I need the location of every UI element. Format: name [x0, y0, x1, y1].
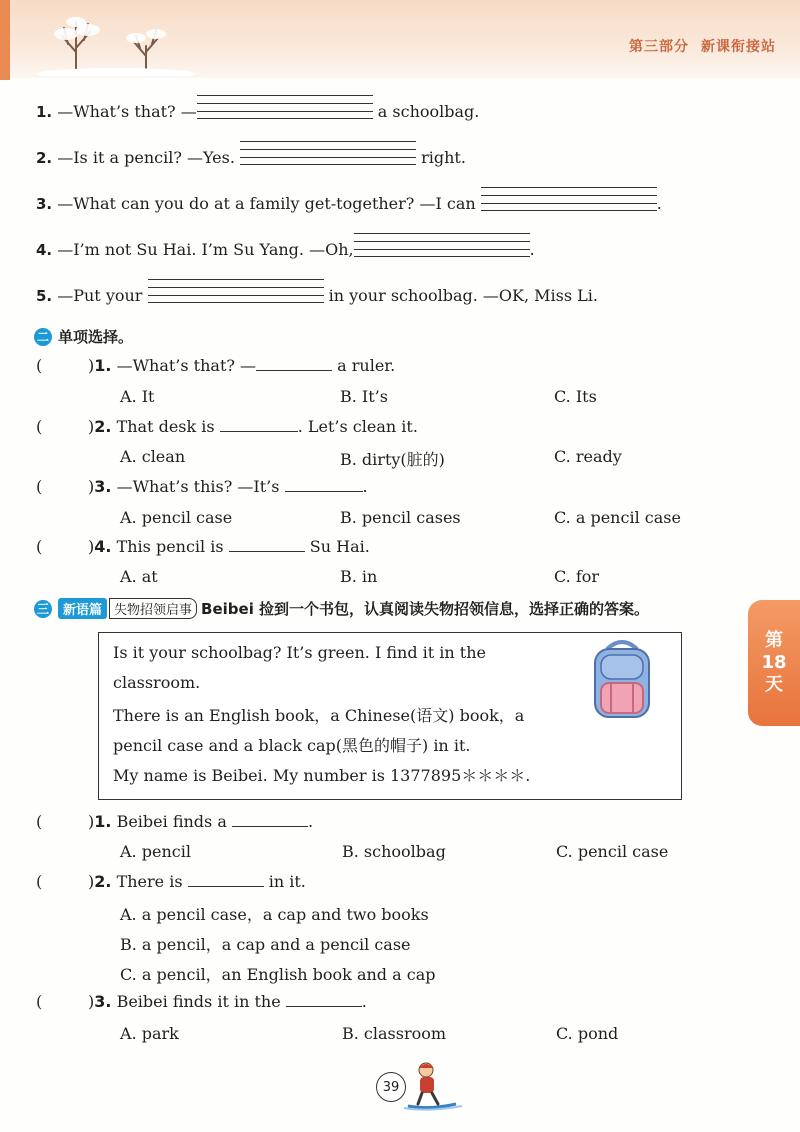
section-label: 新课衔接站 [701, 39, 776, 55]
question-text: . [307, 812, 314, 831]
question-text: This pencil is [116, 537, 229, 556]
question-text: a ruler. [332, 356, 396, 375]
option-b[interactable]: B. pencil cases [340, 508, 461, 527]
option-b[interactable]: B. schoolbag [342, 842, 446, 861]
question-text: a schoolbag. [372, 102, 480, 121]
question-number: 1. [94, 356, 112, 375]
four-line-answer-blank[interactable] [481, 195, 657, 215]
part-label: 第三部分 [629, 39, 689, 55]
answer-bracket[interactable]: ( [36, 477, 43, 496]
reading-question-1: ( )1. Beibei finds a . [36, 812, 314, 831]
option-a[interactable]: A. park [120, 1024, 179, 1043]
header-edge-strip [0, 0, 10, 80]
option-a[interactable]: A. a pencil case，a cap and two books [120, 905, 429, 924]
question-text: —Put your [57, 286, 148, 305]
option-c[interactable]: C. ready [554, 447, 622, 466]
option-c[interactable]: C. pond [556, 1024, 619, 1043]
lost-and-found-tag: 失物招领启事 [109, 598, 197, 619]
option-a[interactable]: A. at [120, 567, 158, 586]
section-title-text: 单项选择。 [58, 328, 134, 346]
option-b[interactable]: B. It’s [340, 387, 388, 406]
question-number: 2. [94, 417, 112, 436]
question-text: —I’m not Su Hai. I’m Su Yang. —Oh, [57, 240, 354, 259]
four-line-answer-blank[interactable] [148, 287, 324, 307]
side-tab-day-number: 18 [761, 652, 787, 673]
option-a[interactable]: A. It [120, 387, 155, 406]
header-part-title [629, 36, 776, 56]
question-number: 3. [94, 992, 112, 1011]
four-line-answer-blank[interactable] [354, 241, 530, 261]
question-text: That desk is [116, 417, 220, 436]
answer-bracket[interactable]: ( [36, 872, 43, 891]
option-c[interactable]: C. Its [554, 387, 597, 406]
answer-blank[interactable] [220, 418, 298, 432]
answer-bracket[interactable]: ( [36, 356, 43, 375]
question-text: Beibei finds it in the [116, 992, 286, 1011]
reading-question-2: ( )2. There is in it. [36, 872, 306, 891]
answer-blank[interactable] [286, 993, 362, 1007]
question-text: in it. [263, 872, 306, 891]
question-text: —What can you do at a family get-together? —I can [57, 194, 481, 213]
question-number: 2. [36, 149, 53, 167]
question-text: . [529, 240, 535, 259]
question-text: . [656, 194, 662, 213]
notice-line: There is an English book，a Chinese(语文) book，a [113, 706, 525, 725]
fill-question-2 [36, 148, 466, 169]
schoolbag-icon [577, 635, 667, 725]
option-a[interactable]: A. pencil case [120, 508, 233, 527]
option-a[interactable]: A. pencil [120, 842, 191, 861]
fill-question-1 [36, 102, 479, 123]
answer-blank[interactable] [285, 478, 363, 492]
option-a[interactable]: A. clean [120, 447, 186, 466]
question-number: 1. [94, 812, 112, 831]
day-side-tab [748, 600, 800, 726]
question-text: —What’s that? — [57, 102, 197, 121]
question-text: —Is it a pencil? —Yes. [57, 148, 241, 167]
answer-blank[interactable] [232, 813, 308, 827]
section-badge: 二 [34, 328, 52, 346]
answer-blank[interactable] [256, 357, 332, 371]
question-text: . [362, 477, 368, 496]
answer-bracket[interactable]: ( [36, 992, 43, 1011]
option-b[interactable]: B. classroom [342, 1024, 447, 1043]
question-text: right. [416, 148, 466, 167]
section-3-title [34, 598, 649, 619]
question-text: in your schoolbag. —OK, Miss Li. [323, 286, 598, 305]
choice-question-3: ( )3. —What’s this? —It’s . [36, 477, 368, 496]
option-c[interactable]: C. for [554, 567, 600, 586]
question-number: 4. [36, 241, 53, 259]
section-badge: 三 [34, 600, 52, 618]
answer-bracket[interactable]: ( [36, 812, 43, 831]
question-text: There is [116, 872, 188, 891]
four-line-answer-blank[interactable] [197, 103, 373, 123]
page-number: 39 [376, 1072, 406, 1102]
option-c[interactable]: C. pencil case [556, 842, 669, 861]
question-text: Beibei finds a [116, 812, 232, 831]
reading-question-3: ( )3. Beibei finds it in the . [36, 992, 367, 1011]
question-text: —What’s that? — [116, 356, 257, 375]
choice-question-4: ( )4. This pencil is Su Hai. [36, 537, 370, 556]
answer-blank[interactable] [229, 538, 305, 552]
option-b[interactable]: B. in [340, 567, 378, 586]
answer-bracket[interactable]: ( [36, 537, 43, 556]
option-c[interactable]: C. a pencil，an English book and a cap [120, 965, 436, 984]
question-text: Su Hai. [304, 537, 370, 556]
winter-trees-illustration [36, 10, 196, 76]
notice-line: pencil case and a black cap(黑色的帽子) in it. [113, 736, 471, 755]
answer-blank[interactable] [188, 873, 264, 887]
notice-line: My name is Beibei. My number is 1377895＊＊＊＊. [113, 766, 531, 785]
question-text: . Let’s clean it. [297, 417, 418, 436]
fill-question-5 [36, 286, 598, 307]
fill-question-3 [36, 194, 662, 215]
question-text: . [361, 992, 367, 1011]
answer-bracket[interactable]: ( [36, 417, 43, 436]
choice-question-2: ( )2. That desk is . Let’s clean it. [36, 417, 418, 436]
question-number: 4. [94, 537, 112, 556]
choice-question-1: ( )1. —What’s that? — a ruler. [36, 356, 396, 375]
option-b[interactable]: B. dirty(脏的) [340, 450, 445, 469]
question-number: 5. [36, 287, 53, 305]
question-number: 1. [36, 103, 53, 121]
section-2-title [34, 326, 133, 347]
notice-line: Is it your schoolbag? It’s green. I find it in the [113, 643, 486, 662]
option-b[interactable]: B. a pencil，a cap and a pencil case [120, 935, 411, 954]
lost-and-found-notice [98, 632, 682, 800]
option-c[interactable]: C. a pencil case [554, 508, 681, 527]
new-text-tag: 新语篇 [58, 598, 107, 619]
question-text: —What’s this? —It’s [116, 477, 285, 496]
four-line-answer-blank[interactable] [240, 149, 416, 169]
fill-question-4 [36, 240, 535, 261]
question-number: 2. [94, 872, 112, 891]
section-instruction: Beibei 捡到一个书包，认真阅读失物招领信息，选择正确的答案。 [201, 600, 650, 618]
notice-line: classroom. [113, 673, 201, 692]
question-number: 3. [36, 195, 53, 213]
side-tab-text: 第 [765, 630, 783, 651]
side-tab-text: 天 [765, 674, 783, 695]
child-skating-illustration [400, 1060, 464, 1112]
question-number: 3. [94, 477, 112, 496]
